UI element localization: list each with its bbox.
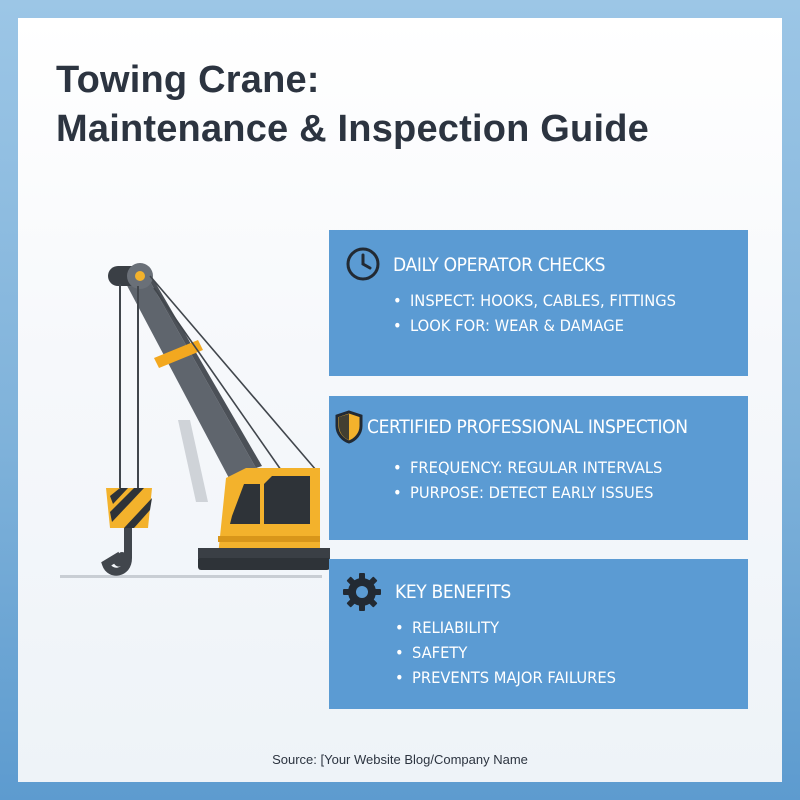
panel-heading: KEY BENEFITS	[395, 581, 511, 603]
list-item: • FREQUENCY: REGULAR INTERVALS	[393, 455, 662, 480]
panel-heading: DAILY OPERATOR CHECKS	[393, 254, 606, 276]
crane-cab	[218, 468, 320, 556]
list-item: • INSPECT: HOOKS, CABLES, FITTINGS	[393, 288, 676, 313]
panel-list	[393, 288, 701, 338]
infographic-card	[18, 18, 782, 782]
panel-key-benefits	[329, 559, 748, 709]
crane-base	[198, 556, 330, 570]
panel-list	[393, 455, 686, 505]
shield-icon	[335, 410, 363, 444]
list-item: • PURPOSE: DETECT EARLY ISSUES	[393, 480, 662, 505]
panel-daily-checks	[329, 230, 748, 376]
ground-line	[60, 575, 322, 578]
panel-heading: CERTIFIED PROFESSIONAL INSPECTION	[367, 416, 688, 438]
title-line-2: Maintenance & Inspection Guide	[56, 108, 649, 150]
crane-strut	[178, 420, 208, 502]
list-item: • SAFETY	[395, 640, 616, 665]
gear-icon	[341, 571, 383, 613]
panel-professional-inspection	[329, 396, 748, 540]
hook	[106, 540, 128, 572]
panel-list	[395, 615, 635, 690]
crane-illustration	[58, 240, 333, 585]
title-line-1: Towing Crane:	[56, 59, 320, 101]
source-footer: Source: [Your Website Blog/Company Name	[272, 752, 528, 767]
list-item: • PREVENTS MAJOR FAILURES	[395, 665, 616, 690]
hook-block	[106, 488, 152, 572]
list-item: • RELIABILITY	[395, 615, 616, 640]
list-item: • LOOK FOR: WEAR & DAMAGE	[393, 313, 676, 338]
page-title	[56, 56, 756, 154]
clock-icon	[345, 246, 381, 282]
